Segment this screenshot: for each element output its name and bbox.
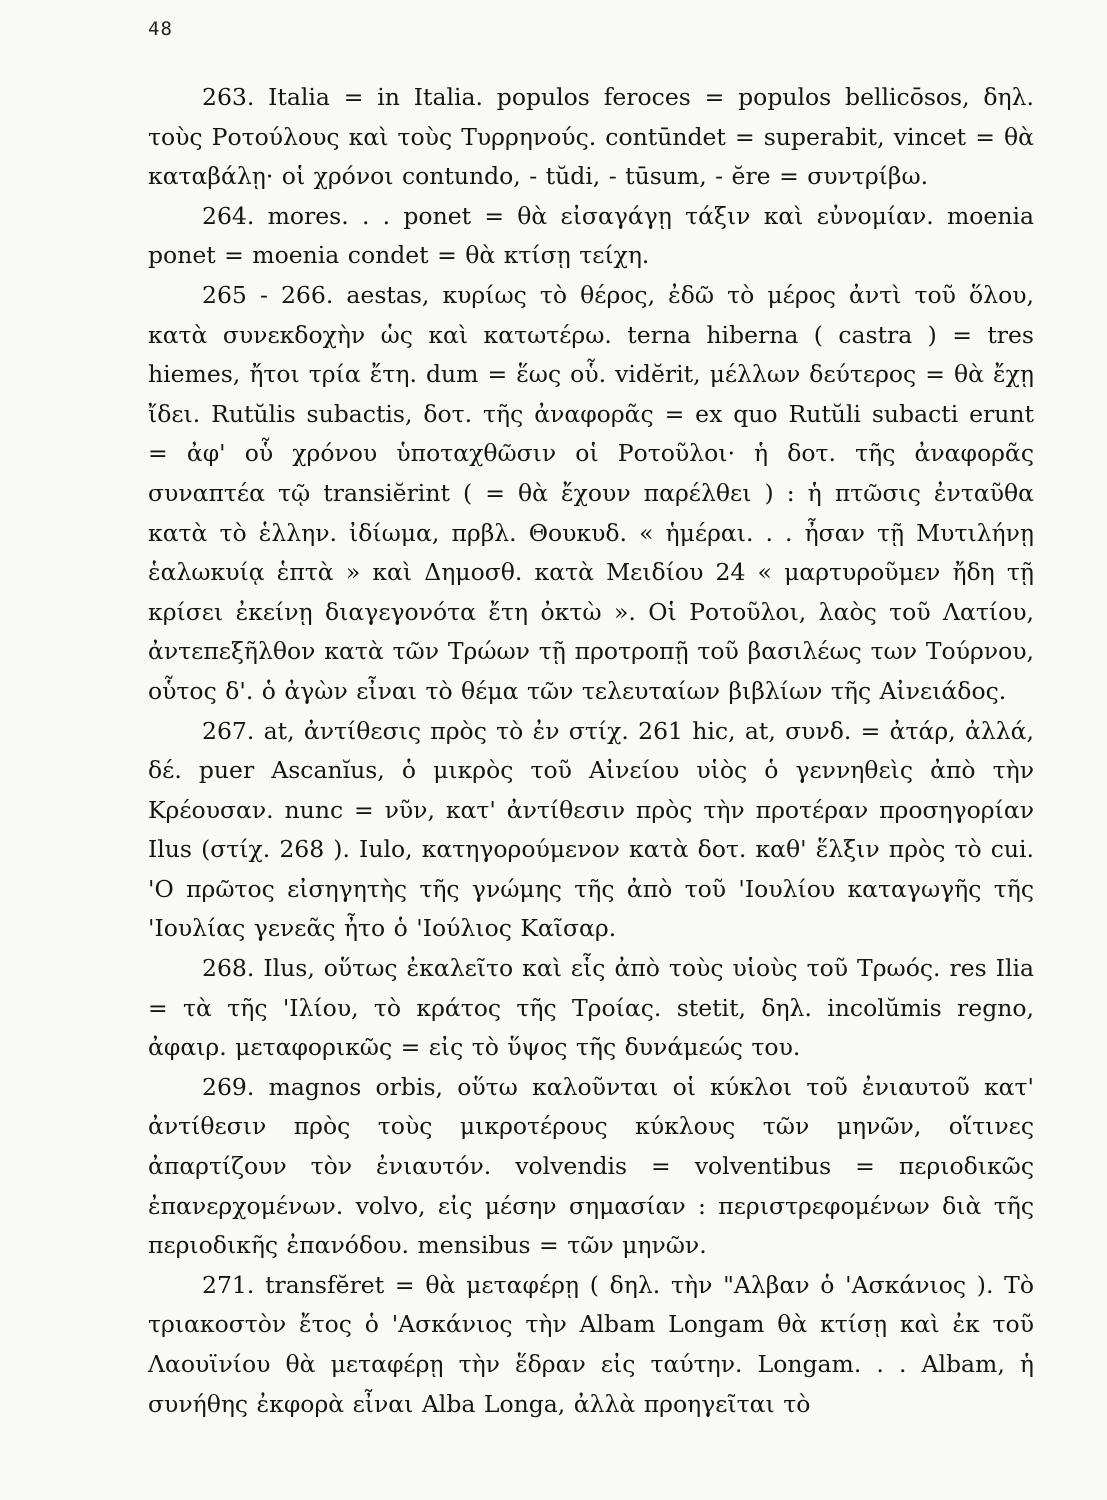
- page-number: 48: [148, 18, 173, 40]
- commentary-note-271: 271. transfĕret = θὰ μεταφέρῃ ( δηλ. τὴν "Αλβαν ὁ 'Ασκάνιος ). Τὸ τριακοστὸν ἔτος ὁ 'Ασκάνιος τὴν Albam Longam θὰ κτίσῃ καὶ ἐκ τοῦ Λαουϊνίου θὰ μεταφέρῃ τὴν ἕδραν εἰς ταύτην. Longam. . . Albam, ἡ συνήθης ἐκφορὰ εἶναι Alba Longa, ἀλλὰ προηγεῖται τὸ: [148, 1270, 1034, 1418]
- commentary-note-268: 268. Ilus, οὕτως ἐκαλεῖτο καὶ εἷς ἀπὸ τοὺς υἱοὺς τοῦ Τρωός. res Ilia = τὰ τῆς 'Ιλίου, τὸ κράτος τῆς Τροίας. stetit, δηλ. incolŭmis regno, ἀφαιρ. μεταφορικῶς = εἰς τὸ ὕψος τῆς δυνάμεώς του.: [148, 954, 1034, 1062]
- commentary-note-264: 264. mores. . . ponet = θὰ εἰσαγάγῃ τάξιν καὶ εὐνομίαν. moenia ponet = moenia condet = θὰ κτίσῃ τείχη.: [148, 201, 1034, 270]
- commentary-text: [148, 78, 1034, 1424]
- commentary-note-265-266: 265 - 266. aestas, κυρίως τὸ θέρος, ἐδῶ τὸ μέρος ἀντὶ τοῦ ὅλου, κατὰ συνεκδοχὴν ὡς καὶ κατωτέρω. terna hiberna ( castra ) = tres hiemes, ἤτοι τρία ἔτη. dum = ἕως οὗ. vidĕrit, μέλλων δεύτερος = θὰ ἔχῃ ἴδει. Rutŭlis subactis, δοτ. τῆς ἀναφορᾶς = ex quo Rutŭli subacti erunt = ἀφ' οὗ χρόνου ὑποταχθῶσιν οἱ Ροτοῦλοι· ἡ δοτ. τῆς ἀναφορᾶς συναπτέα τῷ transiĕrint ( = θὰ ἔχουν παρέλθει ) : ἡ πτῶσις ἐνταῦθα κατὰ τὸ ἑλλην. ἰδίωμα, πρβλ. Θουκυδ. « ἡμέραι. . . ἦσαν τῇ Μυτιλήνῃ ἑαλωκυίᾳ ἑπτὰ » καὶ Δημοσθ. κατὰ Μειδίου 24 « μαρτυροῦμεν ἤδη τῇ κρίσει ἐκείνῃ διαγεγονότα ἔτη ὀκτὼ ». Οἱ Ροτοῦλοι, λαὸς τοῦ Λατίου, ἀντεπεξῆλθον κατὰ τῶν Τρώων τῇ προτροπῇ τοῦ βασιλέως των Τούρνου, οὗτος δ'. ὁ ἀγὼν εἶναι τὸ θέμα τῶν τελευταίων βιβλίων τῆς Αἰνειάδος.: [148, 280, 1034, 705]
- commentary-note-269: 269. magnos orbis, οὕτω καλοῦνται οἱ κύκλοι τοῦ ἐνιαυτοῦ κατ' ἀντίθεσιν πρὸς τοὺς μικροτέρους κύκλους τῶν μηνῶν, οἵτινες ἀπαρτίζουν τὸν ἐνιαυτόν. volvendis = volventibus = περιοδικῶς ἐπανερχομένων. volvo, εἰς μέσην σημασίαν : περιστρεφομένων διὰ τῆς περιοδικῆς ἐπανόδου. mensibus = τῶν μηνῶν.: [148, 1072, 1034, 1260]
- commentary-note-267: 267. at, ἀντίθεσις πρὸς τὸ ἐν στίχ. 261 hic, at, συνδ. = ἀτάρ, ἀλλά, δέ. puer Ascanĭus, ὁ μικρὸς τοῦ Αἰνείου υἱὸς ὁ γεννηθεὶς ἀπὸ τὴν Κρέουσαν. nunc = νῦν, κατ' ἀντίθεσιν πρὸς τὴν προτέραν προσηγορίαν Ilus (στίχ. 268 ). Iulo, κατηγορούμενον κατὰ δοτ. καθ' ἕλξιν πρὸς τὸ cui. 'Ο πρῶτος εἰσηγητὴς τῆς γνώμης τῆς ἀπὸ τοῦ 'Ιουλίου καταγωγῆς τῆς 'Ιουλίας γενεᾶς ἦτο ὁ 'Ιούλιος Καῖσαρ.: [148, 716, 1034, 943]
- commentary-note-263: 263. Italia = in Italia. populos feroces = populos bellicōsos, δηλ. τοὺς Ροτούλους καὶ τοὺς Τυρρηνούς. contūndet = superabit, vincet = θὰ καταβάλῃ· οἱ χρόνοι contundo, - tŭdi, - tūsum, - ĕre = συντρίβω.: [148, 83, 1034, 191]
